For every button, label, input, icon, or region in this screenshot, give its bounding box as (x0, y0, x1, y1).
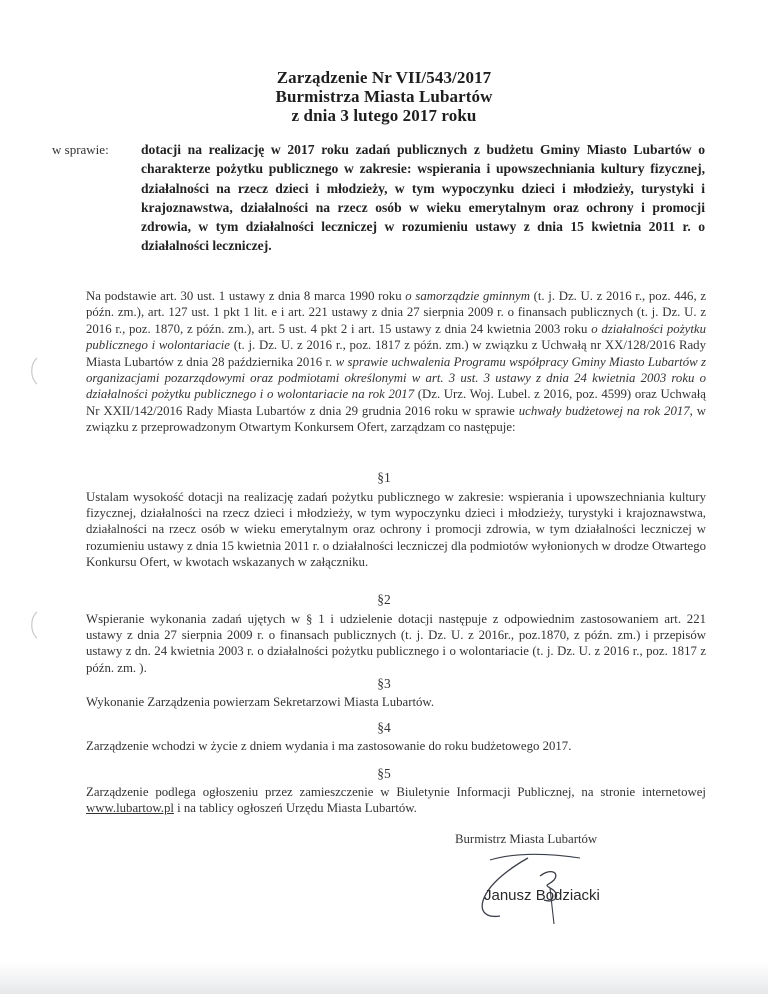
basis-text-5: , w związku z przeprowadzonym Otwartym Konkursem Ofert, zarządzam co następuje: (86, 403, 707, 435)
section-3-text: Wykonanie Zarządzenia powierzam Sekretarzowi Miasta Lubartów. (86, 695, 435, 709)
section-3-mark: §3 (377, 676, 391, 691)
website-link[interactable]: www.lubartow.pl (86, 801, 174, 816)
legal-basis-paragraph (86, 288, 706, 436)
subject-text: dotacji na realizację w 2017 roku zadań publicznych z budżetu Gminy Miasto Lubartów o charakterze pożytku publicznego w zakresie: wspierania i upowszechniania kultury fizycznej, działalności na rzecz dzieci i młodzieży, w tym wypoczynku dzieci i młodzieży, turystyki i krajoznawstwa, działalności na rzecz osób w wieku emerytalnym oraz ochrony i promocji zdrowia, w tym działalności leczniczej w rozumieniu ustawy z dnia 15 kwietnia 2011 r. o działalności leczniczej. (141, 142, 705, 254)
section-2-text: Wspieranie wykonania zadań ujętych w § 1 i udzielenie dotacji następuje z odpowiednim zastosowaniem art. 221 ustawy z dnia 27 sierpnia 2009 r. o finansach publicznych (t. j. Dz. U. z 2016r., poz.1870, z późn. zm.) i przepisów ustawy z dn. 24 kwietnia 2003 r. o działalności pożytku publicznego i o wolontariacie (t. j. Dz. U. z 2016 r., poz. 1817 z późn. zm. ). (86, 612, 706, 675)
section-1-mark: §1 (377, 470, 391, 485)
signatory-name: Janusz Bodziacki (484, 887, 600, 904)
section-4-mark: §4 (377, 720, 391, 735)
section-1-text: Ustalam wysokość dotacji na realizację zadań pożytku publicznego w zakresie: wspierania i upowszechniania kultury fizycznej, działalności na rzecz dzieci i młodzieży, w tym wypoczynku dzieci i młodzieży, turystyki i krajoznawstwa, działalności na rzecz osób w wieku emerytalnym oraz ochrony i promocji zdrowia, w tym działalności leczniczej w rozumieniu ustawy z dnia 15 kwietnia 2011 r. o działalności leczniczej dla podmiotów wyłonionych w drodze Otwartego Konkursu Ofert, w kwotach wskazanych w załączniku. (86, 490, 706, 569)
basis-italic-1: o samorządzie gminnym (405, 289, 530, 303)
section-4-text: Zarządzenie wchodzi w życie z dniem wydania i ma zastosowanie do roku budżetowego 2017. (86, 739, 572, 753)
basis-text-3: (t. j. Dz. U. z 2016 r., poz. 1817 z późn. zm.) w związku z Uchwałą nr XX/128/2016 Rady Miasta Lubartów z dnia 28 października 2016 r. (86, 338, 706, 369)
basis-text-4: (Dz. Urz. Woj. Lubel. z 2016, poz. 4599) oraz Uchwałą Nr XXII/142/2016 Rady Miasta Lubartów z dnia 29 grudnia 2016 roku w sprawie (86, 387, 706, 418)
section-5-text-before: Zarządzenie podlega ogłoszeniu przez zamieszczenie w Biuletynie Informacji Publicznej, na stronie internetowej (86, 785, 706, 799)
signatory-title: Burmistrz Miasta Lubartów (455, 832, 598, 846)
title-line-2: Burmistrza Miasta Lubartów (275, 87, 493, 106)
section-5-text (86, 784, 706, 816)
subject-label: w sprawie: (52, 142, 109, 157)
title-line-3: z dnia 3 lutego 2017 roku (291, 106, 477, 125)
title-line-1: Zarządzenie Nr VII/543/2017 (276, 68, 492, 87)
margin-mark-1 (26, 356, 40, 386)
basis-text-1: Na podstawie art. 30 ust. 1 ustawy z dnia 8 marca 1990 roku (86, 289, 406, 303)
scan-bottom-edge (0, 962, 768, 994)
basis-text-2: (t. j. Dz. U. z 2016 r., poz. 446, z późn. zm.), art. 127 ust. 1 pkt 1 lit. e i art. 221 ustawy z dnia 27 sierpnia 2009 r. o finansach publicznych (t. j. Dz. U. z 2016 r., poz. 1870, z późn. zm.), art. 5 ust. 4 pkt 2 i art. 15 ustawy z dnia 24 kwietnia 2003 roku (86, 289, 706, 336)
section-2-mark: §2 (377, 592, 391, 607)
basis-italic-4: uchwały budżetowej na rok 2017 (518, 403, 690, 418)
section-5-text-after: i na tablicy ogłoszeń Urzędu Miasta Lubartów. (173, 801, 417, 816)
margin-mark-2 (26, 610, 40, 640)
document-title (0, 68, 768, 125)
basis-italic-2: o działalności pożytku publicznego i wolontariacie (86, 321, 706, 353)
section-5-mark: §5 (377, 766, 391, 781)
basis-italic-3: w sprawie uchwalenia Programu współpracy Gminy Miasto Lubartów z organizacjami pozarządowymi oraz podmiotami określonymi w art. 3 ust. 3 ustawy z dnia 24 kwietnia 2003 roku o działalności pożytku publicznego i o wolontariacie na rok 2017 (86, 354, 706, 402)
